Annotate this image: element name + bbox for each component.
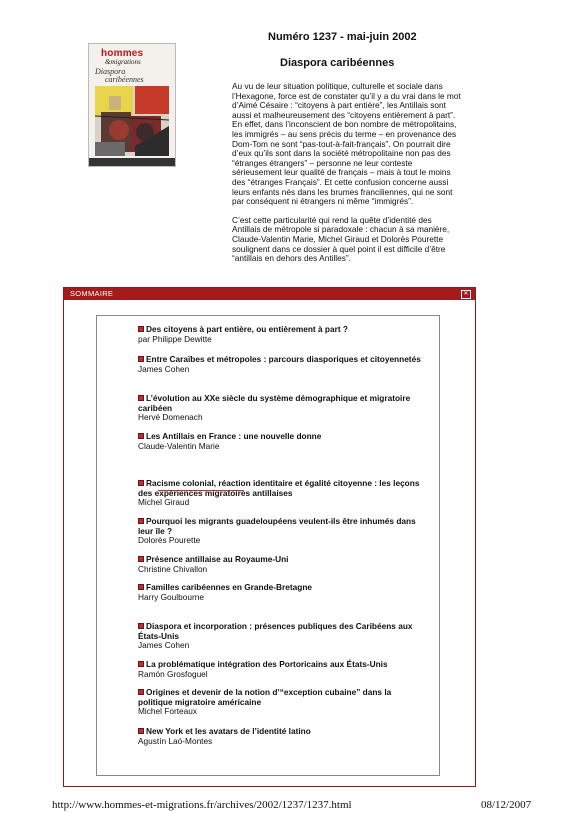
intro-paragraph-1: Au vu de leur situation politique, culturelle et sociale dans l’Hexagone, force est de constater qu’il y a du vrai dans le mot d’Aimé Césaire : “citoyens à part entière”, les Antillais sont aussi et malheureusement des “citoyens entièrement à part”. En effet, dans l’inconscient de bon nombre de métropolitains, les immigrés – au sens précis du terme – en provenance des Dom-Tom ne sont “pas-tout-à-fait-français”. On pourrait dire d’eux qu’ils sont dans la société métropolitaine non pas des “étranges étrangers” – personne ne leur conteste sérieusement leur qualité de français – mais à tout le moins des “étranges Français”. Et cette confusion concerne aussi leurs enfants nés dans les brumes franciliennes, qui ne sont par conséquent ni étrangers ni même “immigrés”. [232, 81, 461, 207]
cover-title-line2: caribéennes [105, 75, 144, 84]
toc-item-title[interactable]: Des citoyens à part entière, ou entièrement à part ? [146, 324, 348, 334]
toc-item-title[interactable]: Les Antillais en France : une nouvelle donne [146, 431, 322, 441]
bullet-icon [138, 556, 144, 562]
toc-item-author: par Philippe Dewitte [138, 333, 212, 344]
toc-item-title[interactable]: New York et les avatars de l’identité latino [146, 726, 311, 736]
toc-item[interactable] [138, 517, 428, 546]
toc-item-title[interactable]: Présence antillaise au Royaume-Uni [146, 554, 289, 564]
toc-item-title[interactable]: Racisme colonial, réaction identitaire et égalité citoyenne : les leçons des expériences migratoires antillaises [138, 478, 420, 498]
intro-text [232, 82, 462, 273]
bullet-icon [138, 395, 144, 401]
toc-item-title[interactable]: Entre Caraïbes et métropoles : parcours diasporiques et citoyennetés [146, 354, 421, 364]
close-icon[interactable]: ✕ [461, 290, 471, 299]
toc-item-author: Harry Goulbourne [138, 591, 204, 602]
toc-item-author: Ramón Grosfoguel [138, 668, 208, 679]
bullet-icon [138, 480, 144, 486]
footer-url: http://www.hommes-et-migrations.fr/archives/2002/1237/1237.html [52, 799, 352, 811]
toc-item-author: Hervé Domenach [138, 412, 203, 423]
cover-artwork [95, 86, 169, 156]
toc-item[interactable] [138, 688, 428, 717]
cover-logo: hommes [101, 48, 144, 59]
toc-item[interactable] [138, 555, 428, 574]
cover-bottom-strip [89, 158, 175, 166]
toc-item[interactable] [138, 394, 428, 423]
footer-date: 08/12/2007 [481, 799, 532, 811]
toc-item-title[interactable]: Familles caribéennes en Grande-Bretagne [146, 582, 312, 592]
toc-item-title[interactable]: La problématique intégration des Portoricains aux États-Unis [146, 659, 388, 669]
toc-item-author: James Cohen [138, 363, 190, 374]
bullet-icon [138, 518, 144, 524]
magazine-cover-image [88, 43, 176, 167]
toc-item[interactable] [138, 622, 428, 651]
bullet-icon [138, 584, 144, 590]
sommaire-list-box [96, 315, 440, 776]
toc-item-title[interactable]: Diaspora et incorporation : présences publiques des Caribéens aux États-Unis [138, 621, 413, 641]
bullet-icon [138, 689, 144, 695]
sommaire-panel [63, 287, 476, 787]
toc-item[interactable] [138, 479, 428, 508]
toc-item-author: Dolorès Pourette [138, 535, 201, 546]
bullet-icon [138, 356, 144, 362]
toc-item-author: Claude-Valentin Marie [138, 440, 220, 451]
bullet-icon [138, 728, 144, 734]
bullet-icon [138, 433, 144, 439]
toc-item[interactable] [138, 727, 428, 746]
issue-number: Numéro 1237 - mai-juin 2002 [268, 31, 417, 43]
toc-item[interactable] [138, 432, 428, 451]
toc-item-author: Agustín Laó-Montes [138, 735, 213, 746]
toc-item[interactable] [138, 660, 428, 679]
toc-item-author: Michel Forteaux [138, 706, 198, 717]
sommaire-header [64, 288, 475, 300]
toc-item-author: Michel Giraud [138, 497, 190, 508]
toc-item-author: Christine Chivallon [138, 563, 208, 574]
cover-title-line1: Diaspora [95, 67, 126, 76]
intro-paragraph-2: C’est cette particularité qui rend la quête d’identité des Antillais de métropole si paradoxale : chacun à sa manière, Claude-Valentin Marie, Michel Giraud et Dolorès Pourette soulignent dans ce dossier à quel point il est difficile d’être “antillais en dehors des Antilles”. [232, 214, 450, 264]
issue-title: Diaspora caribéennes [280, 57, 395, 69]
toc-item-title[interactable]: L’évolution au XXe siècle du système démographique et migratoire caribéen [138, 393, 411, 413]
toc-item-author: James Cohen [138, 640, 190, 651]
toc-item[interactable] [138, 325, 428, 344]
bullet-icon [138, 326, 144, 332]
toc-item[interactable] [138, 355, 428, 374]
toc-item[interactable] [138, 583, 428, 602]
toc-item-title[interactable]: Pourquoi les migrants guadeloupéens veulent-ils être inhumés dans leur île ? [138, 516, 416, 536]
toc-item-title[interactable]: Origines et devenir de la notion d’“exception cubaine” dans la politique migratoire américaine [138, 687, 392, 707]
bullet-icon [138, 661, 144, 667]
sommaire-label: SOMMAIRE [70, 289, 114, 298]
cover-logo-sub: &migrations [105, 58, 141, 66]
cover-title [95, 68, 144, 84]
bullet-icon [138, 623, 144, 629]
